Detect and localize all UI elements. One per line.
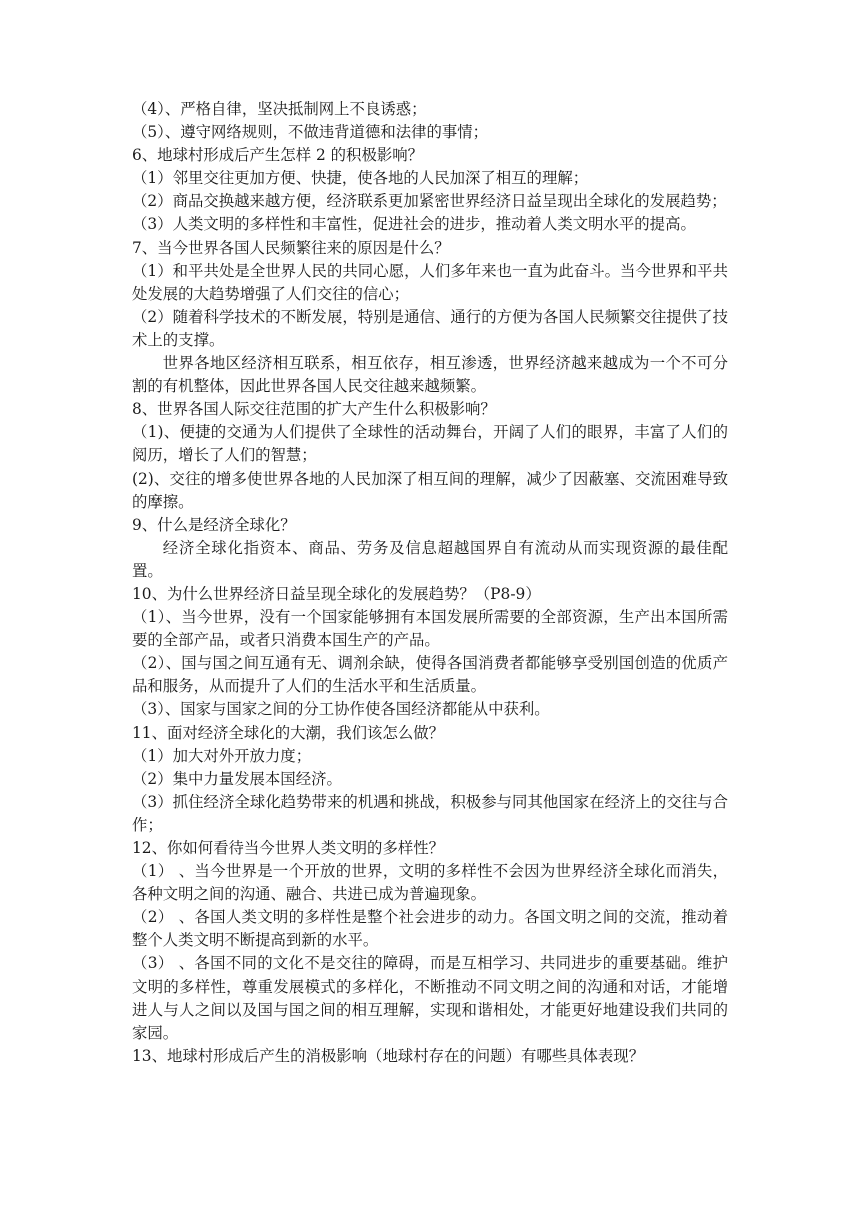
question-heading: 8、世界各国人际交往范围的扩大产生什么积极影响？ <box>132 400 496 419</box>
text-line: （2）随着科学技术的不断发展，特别是通信、通行的方便为各国人民频繁交往提供了技术上的支撑。 <box>132 307 728 349</box>
text-line: （3） 、各国不同的文化不是交往的障碍，而是互相学习、共同进步的重要基础。维护文明的多样性，尊重发展模式的多样化，不断推动不同文明之间的沟通和对话，才能增进人与人之间以及国与国之间的相互理解，实现和谐相处，才能更好地建设我们共同的家园。 <box>132 954 728 1042</box>
text-paragraph: 经济全球化指资本、商品、劳务及信息超越国界自有流动从而实现资源的最佳配置。 <box>132 538 728 580</box>
text-line: （4）、严格自律，坚决抵制网上不良诱惑； <box>132 100 427 118</box>
question-heading: 10、为什么世界经济日益呈现全球化的发展趋势？（P8-9） <box>132 584 541 603</box>
text-line: （1） 、当今世界是一个开放的世界，文明的多样性不会因为世界经济全球化而消失，各种文明之间的沟通、融合、共进已成为普遍现象。 <box>132 862 728 904</box>
text-line: （2） 、各国人类文明的多样性是整个社会进步的动力。各国文明之间的交流，推动着整个人类文明不断提高到新的水平。 <box>132 908 728 950</box>
text-line: （1）邻里交往更加方便、快捷，使各地的人民加深了相互的理解； <box>132 169 589 188</box>
text-line: （5）、遵守网络规则，不做违背道德和法律的事情； <box>132 123 489 142</box>
question-heading: 7、当今世界各国人民频繁往来的原因是什么？ <box>132 238 450 257</box>
text-line: （1）和平共处是全世界人民的共同心愿，人们多年来也一直为此奋斗。当今世界和平共处发展的大趋势增强了人们交往的信心； <box>132 261 728 303</box>
text-line: （3）、国家与国家之间的分工协作使各国经济都能从中获利。 <box>132 700 550 719</box>
document-page <box>132 98 728 1068</box>
text-line: （3）人类文明的多样性和丰富性，促进社会的进步，推动着人类文明水平的提高。 <box>132 215 696 234</box>
text-line: （1）、当今世界，没有一个国家能够拥有本国发展所需要的全部资源，生产出本国所需要的全部产品，或者只消费本国生产的产品。 <box>132 608 728 650</box>
question-heading: 6、地球村形成后产生怎样 2 的积极影响？ <box>132 146 424 165</box>
text-line: （1）加大对外开放力度； <box>132 746 312 765</box>
question-heading: 9、什么是经济全球化？ <box>132 515 296 534</box>
text-line: （2）、国与国之间互通有无、调剂余缺，使得各国消费者都能够享受别国创造的优质产品和服务，从而提升了人们的生活水平和生活质量。 <box>132 654 728 696</box>
text-paragraph: 世界各地区经济相互联系，相互依存，相互渗透，世界经济越来越成为一个不可分割的有机整体，因此世界各国人民交往越来越频繁。 <box>132 354 728 396</box>
question-heading: 12、你如何看待当今世界人类文明的多样性？ <box>132 839 445 857</box>
question-heading: 13、地球村形成后产生的消极影响（地球村存在的问题）有哪些具体表现？ <box>132 1046 645 1065</box>
text-line: (2)、交往的增多使世界各地的人民加深了相互间的理解，减少了因蔽塞、交流困难导致的摩擦。 <box>132 469 728 511</box>
question-heading: 11、面对经济全球化的大潮，我们该怎么做？ <box>132 723 445 742</box>
text-line: （2）集中力量发展本国经济。 <box>132 769 342 788</box>
text-line: （2）商品交换越来越方便，经济联系更加紧密世界经济日益呈现出全球化的发展趋势； <box>132 192 727 211</box>
text-line: （1)、便捷的交通为人们提供了全球性的活动舞台，开阔了人们的眼界，丰富了人们的阅历，增长了人们的智慧； <box>132 423 728 465</box>
text-line: （3）抓住经济全球化趋势带来的机遇和挑战，积极参与同其他国家在经济上的交往与合作； <box>132 792 728 834</box>
